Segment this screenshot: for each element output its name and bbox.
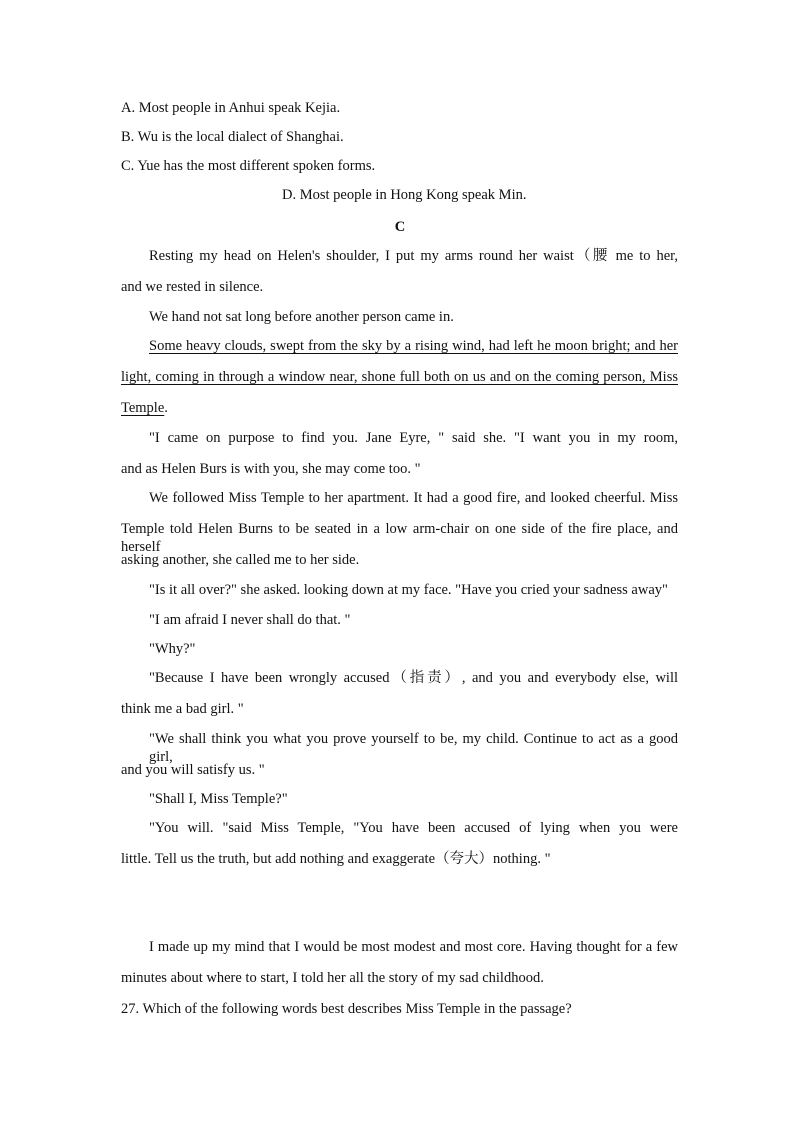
paragraph-line: Resting my head on Helen's shoulder, I put my arms round her waist（腰 me to her, — [149, 248, 678, 264]
paragraph-line: I made up my mind that I would be most modest and most core. Having thought for a few — [149, 939, 678, 955]
paragraph-line: and we rested in silence. — [121, 279, 264, 295]
paragraph-line: "I came on purpose to find you. Jane Eyre, " said she. "I want you in my room, — [149, 430, 678, 446]
paragraph-line: minutes about where to start, I told her all the story of my sad childhood. — [121, 970, 544, 986]
option-b: B. Wu is the local dialect of Shanghai. — [121, 129, 344, 145]
option-c: C. Yue has the most different spoken forms. — [121, 158, 376, 174]
option-a: A. Most people in Anhui speak Kejia. — [121, 100, 341, 116]
paragraph-line: "We shall think you what you prove yourself to be, my child. Continue to act as a good girl, — [149, 731, 678, 765]
paragraph-line: "Because I have been wrongly accused（指责）, and you and everybody else, will — [149, 670, 678, 686]
underlined-line: Some heavy clouds, swept from the sky by a rising wind, had left he moon bright; and her — [149, 338, 678, 354]
paragraph-line: "I am afraid I never shall do that. " — [149, 612, 351, 628]
underlined-word: Temple — [121, 400, 165, 416]
question-27: 27. Which of the following words best describes Miss Temple in the passage? — [121, 1001, 572, 1017]
underlined-line: light, coming in through a window near, shone full both on us and on the coming person, Miss — [121, 369, 678, 385]
paragraph-line: "Why?" — [149, 641, 196, 657]
paragraph-line: and you will satisfy us. " — [121, 762, 265, 778]
paragraph-line: little. Tell us the truth, but add nothing and exaggerate（夸大）nothing. " — [121, 851, 551, 867]
paragraph-line: "You will. "said Miss Temple, "You have been accused of lying when you were — [149, 820, 678, 836]
punctuation: . — [164, 400, 168, 416]
section-label: C — [394, 219, 406, 235]
paragraph-line: and as Helen Burs is with you, she may come too. " — [121, 461, 421, 477]
paragraph-line: "Is it all over?" she asked. looking down at my face. "Have you cried your sadness away" — [149, 582, 668, 598]
paragraph-line: We followed Miss Temple to her apartment. It had a good fire, and looked cheerful. Miss — [149, 490, 678, 506]
paragraph-line: We hand not sat long before another person came in. — [149, 309, 454, 325]
paragraph-line: asking another, she called me to her side. — [121, 552, 360, 568]
paragraph-line: Temple told Helen Burns to be seated in a low arm-chair on one side of the fire place, and herself — [121, 521, 678, 555]
paragraph-line: think me a bad girl. " — [121, 701, 244, 717]
paragraph-line: "Shall I, Miss Temple?" — [149, 791, 288, 807]
paragraph-line — [121, 399, 168, 417]
option-d: D. Most people in Hong Kong speak Min. — [282, 187, 527, 203]
